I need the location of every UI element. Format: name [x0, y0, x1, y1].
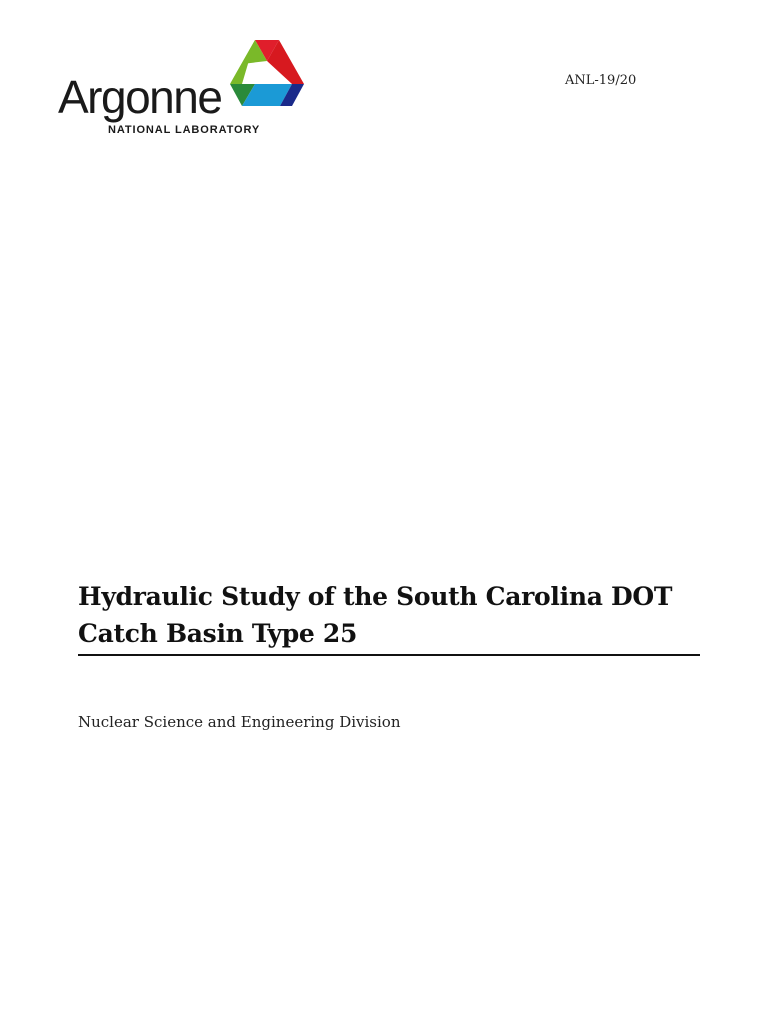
document-title	[78, 578, 700, 652]
logo-subtitle: NATIONAL LABORATORY	[108, 124, 261, 136]
title-divider	[78, 654, 700, 656]
logo-wordmark: Argonne	[58, 71, 222, 123]
title-line-2: Catch Basin Type 25	[78, 619, 358, 648]
division-name: Nuclear Science and Engineering Division	[78, 713, 401, 731]
argonne-logo	[58, 38, 308, 142]
report-number: ANL-19/20	[565, 73, 637, 88]
argonne-triangle-icon	[230, 40, 304, 108]
title-line-1: Hydraulic Study of the South Carolina DOT	[78, 582, 673, 611]
